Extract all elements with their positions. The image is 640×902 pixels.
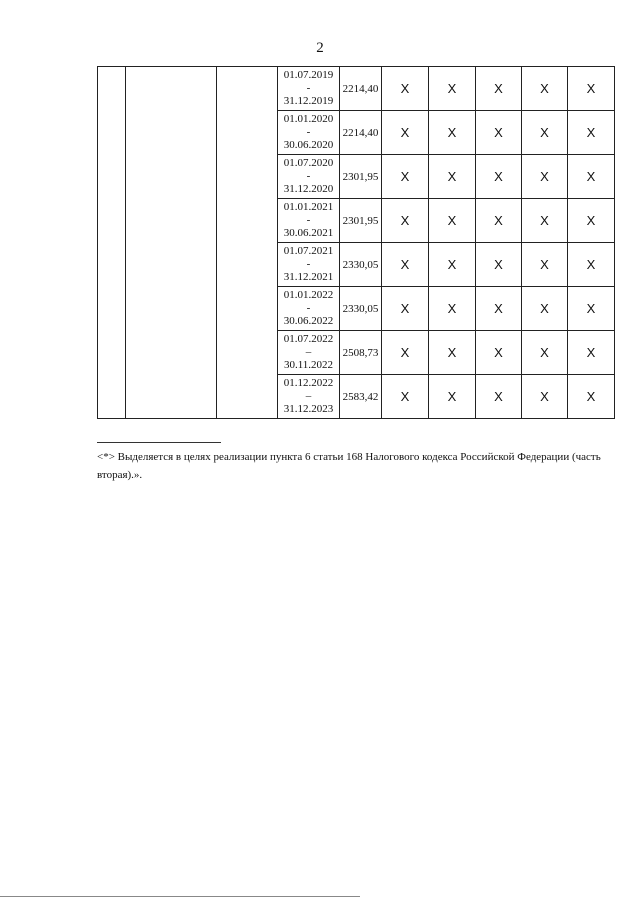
mark-cell: X [522,199,568,243]
footnote-text: <*> Выделяется в целях реализации пункта 6 статьи 168 Налогового кодекса Российской Федерации (часть вторая).». [97,451,601,481]
period-cell [278,331,340,375]
mark-cell: X [429,111,476,155]
period-end: 30.06.2021 [283,227,334,239]
mark-cell: X [568,155,615,199]
mark-cell: X [476,243,522,287]
period-start: 01.01.2021 [283,201,334,213]
tariff-value: 2214,40 [340,67,382,111]
period-cell [278,67,340,111]
mark-cell: X [429,155,476,199]
empty-cell-organization [126,67,217,419]
period-cell [278,199,340,243]
mark-cell: X [476,331,522,375]
period-dash: – [305,390,312,402]
mark-cell: X [476,67,522,111]
mark-cell: X [522,67,568,111]
tariff-value: 2214,40 [340,111,382,155]
mark-cell: X [568,287,615,331]
mark-cell: X [476,287,522,331]
mark-cell: X [522,331,568,375]
period-dash: – [305,346,312,358]
period-cell [278,287,340,331]
period-cell [278,155,340,199]
mark-cell: X [382,331,429,375]
mark-cell: X [382,199,429,243]
page-number: 2 [316,40,324,56]
period-dash: - [306,302,311,314]
mark-cell: X [429,287,476,331]
period-cell [278,375,340,419]
mark-cell: X [382,375,429,419]
period-end: 30.06.2020 [283,139,334,151]
mark-cell: X [522,287,568,331]
mark-cell: X [568,111,615,155]
period-end: 31.12.2021 [283,271,334,283]
empty-cell-indicator [217,67,278,419]
mark-cell: X [568,67,615,111]
period-start: 01.07.2022 [283,333,334,345]
mark-cell: X [429,67,476,111]
mark-cell: X [429,375,476,419]
mark-cell: X [476,111,522,155]
empty-cell-number [98,67,126,419]
mark-cell: X [568,199,615,243]
mark-cell: X [476,375,522,419]
mark-cell: X [568,375,615,419]
tariff-value: 2583,42 [340,375,382,419]
mark-cell: X [382,287,429,331]
tariff-value: 2301,95 [340,199,382,243]
footnote-divider [97,442,221,443]
mark-cell: X [382,155,429,199]
mark-cell: X [522,243,568,287]
mark-cell: X [476,155,522,199]
period-dash: - [306,126,311,138]
mark-cell: X [429,243,476,287]
period-start: 01.07.2020 [283,157,334,169]
period-dash: - [306,214,311,226]
mark-cell: X [568,331,615,375]
period-start: 01.01.2020 [283,113,334,125]
tariff-value: 2508,73 [340,331,382,375]
period-end: 31.12.2019 [283,95,334,107]
mark-cell: X [568,243,615,287]
mark-cell: X [382,111,429,155]
period-start: 01.01.2022 [283,289,334,301]
mark-cell: X [522,111,568,155]
mark-cell: X [522,375,568,419]
mark-cell: X [476,199,522,243]
period-cell [278,243,340,287]
mark-cell: X [429,331,476,375]
period-end: 31.12.2020 [283,183,334,195]
tariff-table [97,66,615,419]
mark-cell: X [382,67,429,111]
mark-cell: X [429,199,476,243]
period-dash: - [306,82,311,94]
tariff-value: 2330,05 [340,287,382,331]
period-dash: - [306,258,311,270]
period-end: 31.12.2023 [283,403,334,415]
tariff-value: 2330,05 [340,243,382,287]
tariff-value: 2301,95 [340,155,382,199]
period-end: 30.06.2022 [283,315,334,327]
period-cell [278,111,340,155]
period-start: 01.07.2019 [283,69,334,81]
table-row [98,67,615,111]
period-dash: - [306,170,311,182]
scan-edge-line [0,896,360,897]
period-start: 01.12.2022 [283,377,334,389]
period-start: 01.07.2021 [283,245,334,257]
period-end: 30.11.2022 [283,359,334,371]
mark-cell: X [382,243,429,287]
mark-cell: X [522,155,568,199]
